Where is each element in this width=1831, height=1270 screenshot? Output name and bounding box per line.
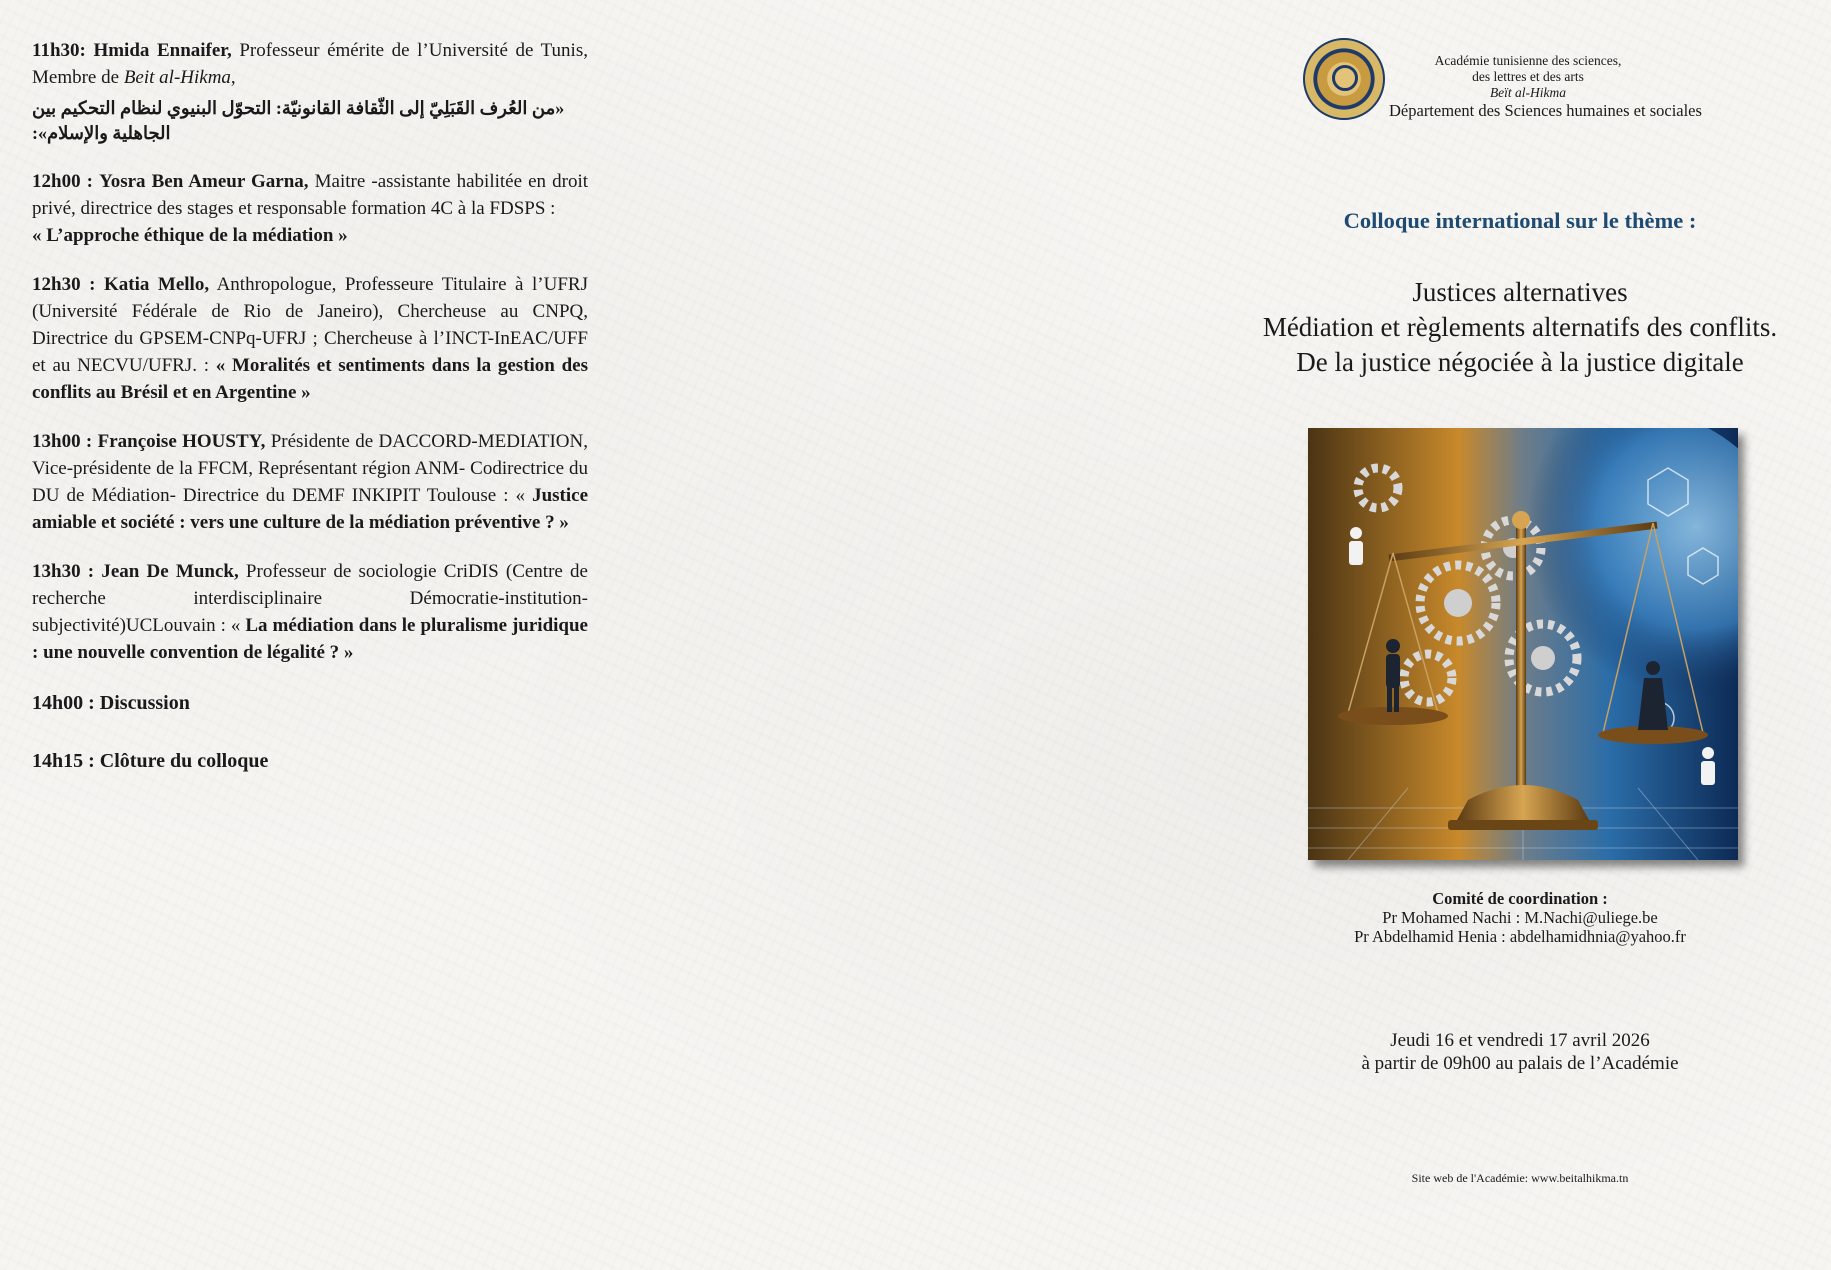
entry-time: 11h30:	[32, 40, 86, 61]
entry-speaker: Katia Mello,	[103, 273, 210, 295]
entry-talk-arabic: «من العُرف القَبَلِيّ إلى الثّقافة القانونيّة: التحوّل البنيوي لنظام التحكيم بين الجاهلية والإسلام»:	[32, 97, 565, 144]
colloquium-title	[1240, 275, 1800, 380]
closing-line: 14h15 : Clôture du colloque	[32, 749, 269, 772]
event-dates	[1300, 1030, 1740, 1076]
program-entry-1330	[32, 559, 588, 667]
entry-time: 12h00 :	[32, 171, 93, 193]
entry-desc: Professeur de sociologie CriDIS (Centre de recherche interdisciplinaire Démocratie-institution-subjectivité)UCLouvain : «	[32, 560, 588, 636]
entry-talk: « L’approche éthique de la médiation »	[32, 224, 348, 246]
entry-desc: Professeur émérite de l’Université de Tunis, Membre de	[32, 40, 588, 88]
entry-speaker: Jean De Munck,	[101, 560, 239, 582]
title-line-2: Médiation et règlements alternatifs des conflits.	[1262, 312, 1778, 343]
entry-time: 12h30 :	[32, 273, 96, 295]
title-line-1: Justices alternatives	[1412, 277, 1628, 307]
entry-speaker: Hmida Ennaifer,	[93, 40, 232, 61]
academy-name	[1423, 53, 1633, 101]
entry-desc: Présidente de DACCORD-MEDIATION, Vice-présidente de la FFCM, Représentant région ANM- Codirectrice du DU de Médiation- Directrice du DEMF INKIPIT Toulouse : «	[32, 430, 589, 506]
department-name: Département des Sciences humaines et sociales	[1389, 101, 1702, 120]
academy-line-2: des lettres et des arts	[1472, 68, 1584, 84]
program-entry-1200	[32, 169, 588, 250]
dates-line-1: Jeudi 16 et vendredi 17 avril 2026	[1390, 1030, 1650, 1051]
discussion-line: 14h00 : Discussion	[32, 691, 190, 714]
dates-line-2: à partir de 09h00 au palais de l’Académie	[1361, 1052, 1679, 1074]
coordinator-1: Pr Mohamed Nachi : M.Nachi@uliege.be	[1382, 907, 1658, 927]
website-link[interactable]: Site web de l'Académie: www.beitalhikma.tn	[1411, 1171, 1629, 1185]
entry-talk: Justice amiable et société : vers une culture de la médiation préventive ? »	[32, 484, 588, 533]
program-entry-1230	[32, 272, 588, 407]
coordinator-2: Pr Abdelhamid Henia : abdelhamidhnia@yahoo.fr	[1354, 926, 1686, 946]
academy-header	[1303, 38, 1743, 128]
academy-line-1: Académie tunisienne des sciences,	[1434, 53, 1622, 68]
coordination-heading: Comité de coordination :	[1432, 889, 1608, 908]
academy-line-3: Beït al-Hikma	[1489, 84, 1567, 100]
entry-desc: Maitre -assistante habilitée en droit privé, directrice des stages et responsable formation 4C à la FDSPS :	[32, 171, 588, 219]
theme-heading: Colloque international sur le thème :	[1343, 208, 1697, 233]
program-column	[32, 38, 588, 805]
entry-time: 13h00 :	[32, 430, 93, 452]
title-line-3: De la justice négociée à la justice digitale	[1296, 347, 1744, 378]
program-entry-1130	[32, 38, 588, 147]
entry-talk: « Moralités et sentiments dans la gestion des conflits au Brésil et en Argentine »	[32, 354, 588, 403]
entry-speaker: Yosra Ben Ameur Garna,	[99, 171, 309, 193]
entry-desc: Anthropologue, Professeure Titulaire à l’UFRJ (Université Fédérale de Rio de Janeiro), Chercheuse au CNPQ, Directrice du GPSEM-CNPq-UFRJ ; Chercheuse à l’INCT-InEAC/UFF et au NECVU/UFRJ. :	[32, 273, 588, 376]
entry-time: 13h30 :	[32, 560, 95, 582]
entry-speaker: Françoise HOUSTY,	[97, 430, 266, 452]
entry-desc-end: ,	[230, 66, 236, 88]
coordination-committee	[1300, 890, 1740, 947]
entry-talk: La médiation dans le pluralisme juridique : une nouvelle convention de légalité ? »	[32, 614, 588, 663]
entry-desc-italic: Beit al-Hikma	[123, 66, 231, 88]
scales-of-justice-illustration	[1308, 428, 1738, 860]
academy-emblem-icon	[1303, 38, 1385, 120]
program-entry-1300	[32, 429, 588, 537]
